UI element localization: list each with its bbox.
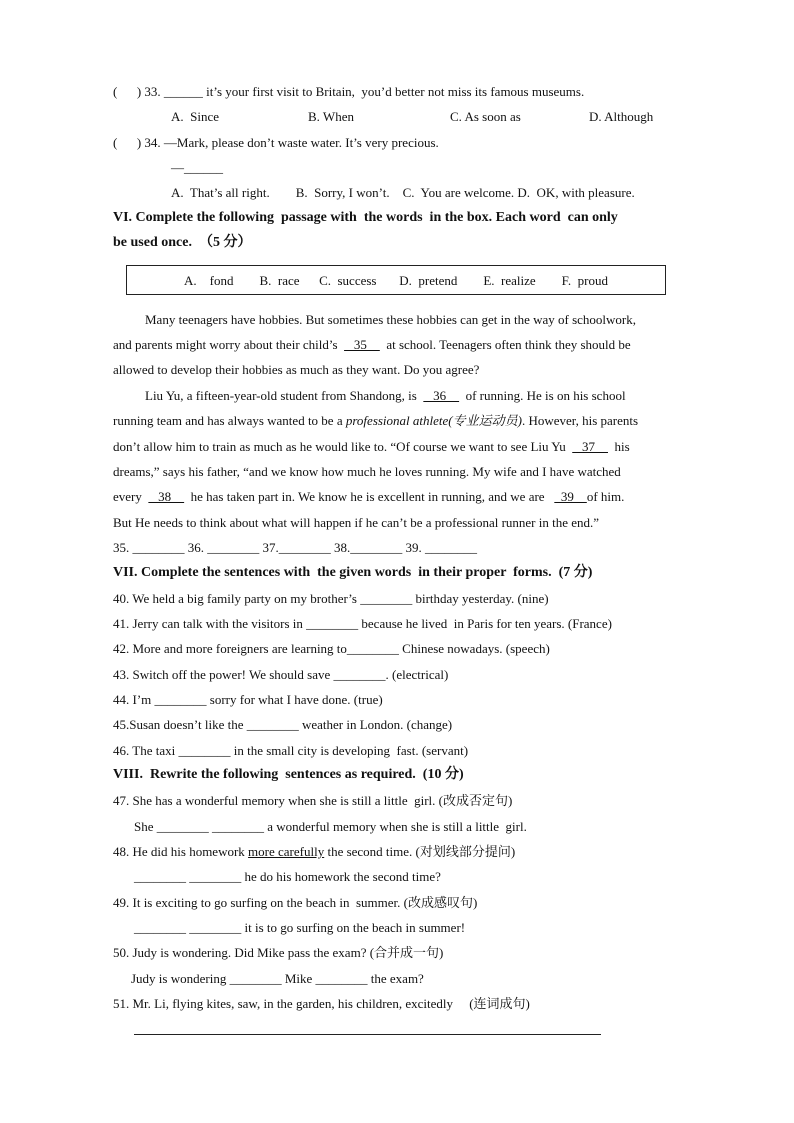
word-box: [126, 265, 666, 295]
question-33-stem: ( ) 33. ______ it’s your first visit to Britain, you’d better not miss its famous museums.: [113, 84, 585, 99]
question-48-answer[interactable]: ________ ________ he do his homework the second time?: [134, 869, 441, 884]
question-50-answer[interactable]: Judy is wondering ________ Mike ________ the exam?: [131, 971, 424, 986]
question-42[interactable]: 42. More and more foreigners are learning to________ Chinese nowadays. (speech): [113, 641, 550, 656]
question-48: 48. He did his homework more carefully the second time. (对划线部分提问): [113, 844, 516, 859]
blank-37[interactable]: 37: [572, 439, 608, 454]
question-34-stem: ( ) 34. —Mark, please don’t waste water. It’s very precious.: [113, 135, 439, 150]
blank-39[interactable]: 39: [554, 489, 587, 504]
question-46[interactable]: 46. The taxi ________ in the small city is developing fast. (servant): [113, 743, 469, 758]
q34-options: A. That’s all right. B. Sorry, I won’t. C. You are welcome. D. OK, with pleasure.: [171, 185, 635, 200]
q33-option-a: A. Since: [171, 109, 220, 124]
passage-line: running team and has always wanted to be a professional athlete(专业运动员). However, his parents: [113, 413, 639, 428]
passage-line: Liu Yu, a fifteen-year-old student from Shandong, is 36 of running. He is on his school: [145, 388, 626, 403]
question-47-answer[interactable]: She ________ ________ a wonderful memory when she is still a little girl.: [134, 819, 527, 834]
q34-answer-blank: —______: [171, 160, 223, 175]
passage-line: But He needs to think about what will happen if he can’t be a professional runner in the end.”: [113, 515, 600, 530]
question-50: 50. Judy is wondering. Did Mike pass the exam? (合并成一句): [113, 945, 444, 960]
question-51-answer-line[interactable]: [134, 1034, 601, 1035]
passage-line: allowed to develop their hobbies as much as they want. Do you agree?: [113, 362, 480, 377]
q33-option-c: C. As soon as: [450, 109, 521, 124]
question-49-answer[interactable]: ________ ________ it is to go surfing on the beach in summer!: [134, 920, 466, 935]
section-6-title: VI. Complete the following passage with the words in the box. Each word can only: [113, 210, 618, 225]
question-41[interactable]: 41. Jerry can talk with the visitors in ________ because he lived in Paris for ten years. (France): [113, 616, 612, 631]
question-43[interactable]: 43. Switch off the power! We should save ________. (electrical): [113, 667, 449, 682]
q33-option-b: B. When: [308, 109, 354, 124]
underlined-part: more carefully: [248, 844, 325, 859]
question-45[interactable]: 45.Susan doesn’t like the ________ weather in London. (change): [113, 717, 453, 732]
passage-line: dreams,” says his father, “and we know how much he loves running. My wife and I have watched: [113, 464, 621, 479]
blank-35[interactable]: 35: [344, 337, 380, 352]
question-44[interactable]: 44. I’m ________ sorry for what I have done. (true): [113, 692, 383, 707]
blank-36[interactable]: 36: [423, 388, 460, 403]
section-7-title: VII. Complete the sentences with the given words in their proper forms. (7 分): [113, 565, 593, 580]
passage-line: Many teenagers have hobbies. But sometimes these hobbies can get in the way of schoolwork,: [145, 312, 636, 327]
passage-line: and parents might worry about their child’s 35 at school. Teenagers often think they should be: [113, 337, 631, 352]
question-47: 47. She has a wonderful memory when she is still a little girl. (改成否定句): [113, 793, 513, 808]
question-40[interactable]: 40. We held a big family party on my brother’s ________ birthday yesterday. (nine): [113, 591, 549, 606]
section-8-title: VIII. Rewrite the following sentences as required. (10 分): [113, 767, 464, 782]
word-box-options: A. fond B. race C. success D. pretend E. realize F. proud: [184, 273, 608, 288]
passage-line: every 38 he has taken part in. We know he is excellent in running, and we are 39 of him.: [113, 489, 625, 504]
passage-line: don’t allow him to train as much as he would like to. “Of course we want to see Liu Yu 37 his: [113, 439, 630, 454]
question-51: 51. Mr. Li, flying kites, saw, in the garden, his children, excitedly (连词成句): [113, 996, 530, 1011]
answer-blanks-35-39[interactable]: 35. ________ 36. ________ 37.________ 38.________ 39. ________: [113, 540, 477, 555]
italic-term: professional athlete(专业运动员): [345, 413, 522, 428]
question-49: 49. It is exciting to go surfing on the beach in summer. (改成感叹句): [113, 895, 478, 910]
section-6-title-cont: be used once. （5 分）: [113, 235, 252, 250]
blank-38[interactable]: 38: [148, 489, 185, 504]
q33-option-d: D. Although: [589, 109, 654, 124]
